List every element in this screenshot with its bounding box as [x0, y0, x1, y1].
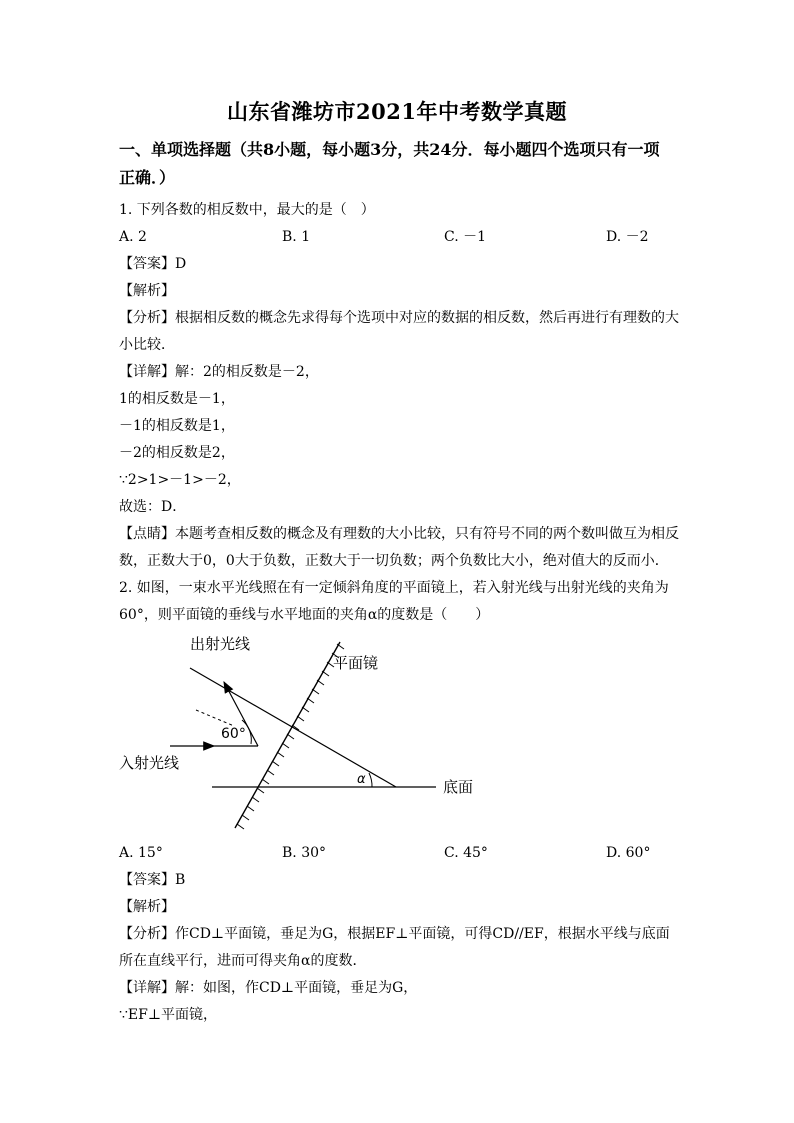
- label-angle-60: 60°: [221, 726, 246, 742]
- label-mirror: 平面镜: [333, 654, 379, 672]
- q2-stem-line-1: 2. 如图，一束水平光线照在有一定倾斜角度的平面镜上，若入射光线与出射光线的夹角为: [119, 580, 669, 596]
- q2-option-a: A. 15°: [119, 845, 163, 861]
- q2-jiexi: 【解析】: [119, 899, 175, 915]
- q1-analysis-line-2: 小比较．: [119, 337, 175, 353]
- q2-analysis-line-1: 【分析】作CD⊥平面镜，垂足为G，根据EF⊥平面镜，可得CD//EF，根据水平线与底面: [119, 926, 670, 942]
- q1-answer: 【答案】D: [119, 256, 187, 272]
- q1-step-4: ∵2>1>－1>－2，: [119, 472, 241, 488]
- label-alpha: α: [357, 772, 366, 787]
- q1-jiexi: 【解析】: [119, 283, 175, 299]
- q1-step-2: －1的相反数是1，: [119, 418, 235, 434]
- q1-option-a: A. 2: [119, 229, 147, 245]
- label-ground: 底面: [443, 778, 474, 796]
- q1-step-1: 1的相反数是－1，: [119, 391, 235, 407]
- q2-answer: 【答案】B: [119, 872, 186, 888]
- section-heading-line-2: 正确．）: [119, 168, 176, 187]
- q2-option-b: B. 30°: [282, 845, 327, 861]
- q1-option-d: D. －2: [606, 229, 649, 245]
- q2-analysis-line-2: 所在直线平行，进而可得夹角α的度数．: [119, 953, 367, 969]
- angle-alpha-arc: [369, 773, 372, 787]
- q2-since: ∵EF⊥平面镜，: [119, 1007, 218, 1023]
- page-title: 山东省潍坊市2021年中考数学真题: [227, 99, 567, 124]
- q1-comment-line-2: 数，正数大于0，0大于负数，正数大于一切负数；两个负数比大小，绝对值大的反而小．: [119, 553, 669, 569]
- mirror-reflection-diagram: [110, 628, 490, 838]
- label-outgoing-ray: 出射光线: [190, 635, 251, 653]
- q1-analysis-line-1: 【分析】根据相反数的概念先求得每个选项中对应的数据的相反数，然后再进行有理数的大: [119, 310, 679, 326]
- q2-detail: 【详解】解：如图，作CD⊥平面镜，垂足为G，: [119, 980, 418, 996]
- q1-choice: 故选：D．: [119, 499, 187, 515]
- q1-option-c: C. －1: [444, 229, 487, 245]
- section-heading-line-1: 一、单项选择题（共8小题，每小题3分，共24分．每小题四个选项只有一项: [119, 140, 660, 159]
- q1-stem: 1. 下列各数的相反数中，最大的是（ ）: [119, 202, 375, 218]
- q1-step-3: －2的相反数是2，: [119, 445, 235, 461]
- q1-detail: 【详解】解：2的相反数是－2，: [119, 364, 319, 380]
- q2-option-c: C. 45°: [444, 845, 488, 861]
- label-incoming-ray: 入射光线: [119, 754, 180, 772]
- q1-option-b: B. 1: [282, 229, 311, 245]
- q2-option-d: D. 60°: [606, 845, 651, 861]
- q1-comment-line-1: 【点睛】本题考查相反数的概念及有理数的大小比较，只有符号不同的两个数叫做互为相反: [119, 526, 679, 542]
- dashed-extension: [196, 710, 234, 726]
- q2-stem-line-2: 60°，则平面镜的垂线与水平地面的夹角α的度数是（ ）: [119, 607, 490, 623]
